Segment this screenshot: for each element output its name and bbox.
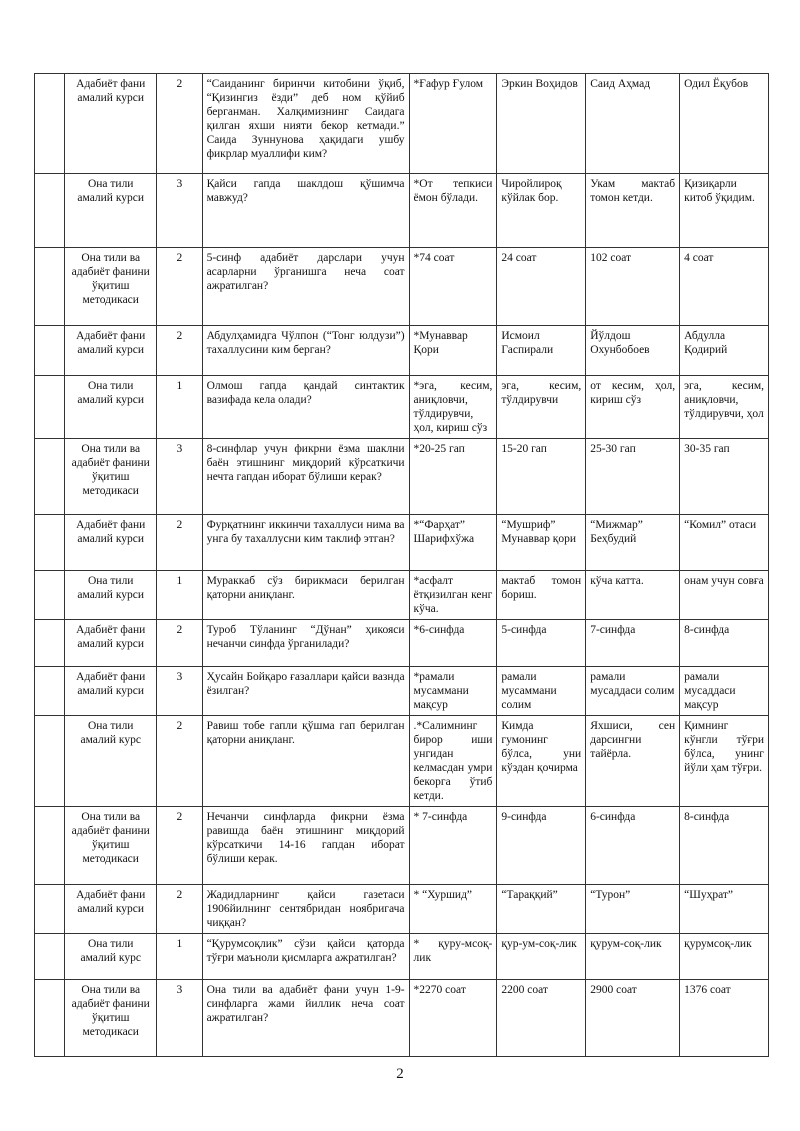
answer-c-cell: Саид Аҳмад [586,74,680,174]
level-cell: 1 [157,376,202,439]
answer-b-cell: Исмоил Гаспирали [497,326,586,376]
question-cell: Равиш тобе гапли қўшма гап берилган қаторни аниқланг. [202,716,409,807]
row-index-cell [35,980,65,1057]
answer-b-cell: 15-20 гап [497,439,586,515]
answer-d-cell: 8-синфда [680,807,769,885]
answer-c-cell: “Мижмар” Беҳбудий [586,515,680,571]
row-index-cell [35,571,65,620]
table-row [35,571,769,620]
question-cell: 8-синфлар учун фикрни ёзма шаклни баён этишнинг миқдорий кўрсаткичи нечта гапдан иборат бўлиши керак? [202,439,409,515]
answer-d-cell: Одил Ёқубов [680,74,769,174]
questions-table [34,73,769,1057]
answer-c-cell: Укам мактаб томон кетди. [586,174,680,248]
answer-a-cell: *От тепкиси ёмон бўлади. [409,174,497,248]
answer-a-cell: .*Салимнинг бирор иши унгидан келмасдан умри бекорга ўтиб кетди. [409,716,497,807]
table-row [35,74,769,174]
question-cell: “Қурумсоқлик” сўзи қайси қаторда тўғри маъноли қисмларга ажратилган? [202,934,409,980]
row-index-cell [35,74,65,174]
table-row [35,980,769,1057]
answer-a-cell: *Ғафур Ғулом [409,74,497,174]
answer-a-cell: *Мунаввар Қори [409,326,497,376]
answer-b-cell: қур-ум-соқ-лик [497,934,586,980]
answer-b-cell: мактаб томон бориш. [497,571,586,620]
level-cell: 2 [157,248,202,326]
table-row [35,439,769,515]
answer-b-cell: “Мушриф” Мунаввар қори [497,515,586,571]
answer-a-cell: *6-синфда [409,620,497,667]
table-row [35,376,769,439]
table-row [35,248,769,326]
answer-a-cell: *рамали мусаммани мақсур [409,667,497,716]
answer-d-cell: рамали мусаддаси мақсур [680,667,769,716]
course-cell: Она тили амалий курс [65,716,157,807]
answer-a-cell: *эга, кесим, аниқловчи, тўлдирувчи, ҳол, кириш сўз [409,376,497,439]
answer-c-cell: 25-30 гап [586,439,680,515]
row-index-cell [35,885,65,934]
course-cell: Она тили ва адабиёт фанини ўқитиш методикаси [65,439,157,515]
table-row [35,934,769,980]
row-index-cell [35,515,65,571]
answer-d-cell: 1376 соат [680,980,769,1057]
question-cell: Ҳусайн Бойқаро ғазаллари қайси вазнда ёзилган? [202,667,409,716]
answer-c-cell: Йўлдош Охунбобоев [586,326,680,376]
level-cell: 2 [157,716,202,807]
answer-b-cell: “Тараққий” [497,885,586,934]
answer-a-cell: * 7-синфда [409,807,497,885]
answer-c-cell: “Турон” [586,885,680,934]
answer-c-cell: от кесим, ҳол, кириш сўз [586,376,680,439]
course-cell: Она тили амалий курси [65,571,157,620]
answer-a-cell: * қуру-мсоқ-лик [409,934,497,980]
answer-d-cell: қурумсоқ-лик [680,934,769,980]
level-cell: 2 [157,515,202,571]
course-cell: Она тили ва адабиёт фанини ўқитиш методикаси [65,980,157,1057]
table-row [35,174,769,248]
answer-d-cell: 8-синфда [680,620,769,667]
answer-d-cell: 4 соат [680,248,769,326]
level-cell: 2 [157,74,202,174]
answer-a-cell: *20-25 гап [409,439,497,515]
answer-b-cell: 5-синфда [497,620,586,667]
answer-a-cell: *74 соат [409,248,497,326]
row-index-cell [35,667,65,716]
course-cell: Она тили амалий курси [65,376,157,439]
level-cell: 2 [157,807,202,885]
table-row [35,620,769,667]
level-cell: 2 [157,326,202,376]
answer-d-cell: “Шуҳрат” [680,885,769,934]
answer-c-cell: кўча катта. [586,571,680,620]
answer-b-cell: Кимда гумонинг бўлса, уни кўздан қочирма [497,716,586,807]
course-cell: Она тили амалий курс [65,934,157,980]
answer-d-cell: эга, кесим, аниқловчи, тўлдирувчи, ҳол [680,376,769,439]
row-index-cell [35,248,65,326]
level-cell: 2 [157,620,202,667]
course-cell: Адабиёт фани амалий курси [65,74,157,174]
question-cell: Абдулҳамидга Чўлпон (“Тонг юлдузи”) тахаллусини ким берган? [202,326,409,376]
question-cell: Нечанчи синфларда фикрни ёзма равишда баён этишнинг миқдорий кўрсаткичи 14-16 гапдан иборат бўлиши керак. [202,807,409,885]
question-cell: Фурқатнинг иккинчи тахаллуси нима ва унга бу тахаллусни ким таклиф этган? [202,515,409,571]
question-cell: “Саиданинг биринчи китобини ўқиб, “Қизингиз ёзди” деб ном қўйиб берганман. Халқимизнинг Саидага қилган яхши нияти бекор кетмади.” Саида Зуннунова ҳақидаги ушбу фикрлар муаллифи ким? [202,74,409,174]
answer-d-cell: 30-35 гап [680,439,769,515]
course-cell: Адабиёт фани амалий курси [65,885,157,934]
table-row [35,515,769,571]
row-index-cell [35,716,65,807]
answer-c-cell: 6-синфда [586,807,680,885]
answer-d-cell: Қимнинг кўнгли тўғри бўлса, унинг йўли ҳам тўғри. [680,716,769,807]
course-cell: Адабиёт фани амалий курси [65,515,157,571]
answer-b-cell: Эркин Воҳидов [497,74,586,174]
answer-a-cell: *2270 соат [409,980,497,1057]
question-cell: Олмош гапда қандай синтактик вазифада кела олади? [202,376,409,439]
table-row [35,667,769,716]
course-cell: Адабиёт фани амалий курси [65,620,157,667]
row-index-cell [35,934,65,980]
table-row [35,716,769,807]
row-index-cell [35,376,65,439]
table-row [35,326,769,376]
course-cell: Адабиёт фани амалий курси [65,326,157,376]
answer-c-cell: рамали мусаддаси солим [586,667,680,716]
question-cell: Мураккаб сўз бирикмаси берилган қаторни аниқланг. [202,571,409,620]
level-cell: 3 [157,980,202,1057]
answer-b-cell: 24 соат [497,248,586,326]
level-cell: 1 [157,934,202,980]
answer-a-cell: *“Фарҳат” Шарифхўжа [409,515,497,571]
answer-d-cell: Қизиқарли китоб ўқидим. [680,174,769,248]
table-row [35,807,769,885]
answer-b-cell: Чиройлироқ кўйлак бор. [497,174,586,248]
question-cell: Она тили ва адабиёт фани учун 1-9-синфларга жами йиллик неча соат ажратилган? [202,980,409,1057]
row-index-cell [35,439,65,515]
answer-d-cell: онам учун совға [680,571,769,620]
answer-c-cell: 7-синфда [586,620,680,667]
answer-a-cell: *асфалт ётқизилган кенг кўча. [409,571,497,620]
question-cell: Қайси гапда шаклдош қўшимча мавжуд? [202,174,409,248]
answer-d-cell: “Комил” отаси [680,515,769,571]
level-cell: 3 [157,667,202,716]
row-index-cell [35,620,65,667]
question-cell: 5-синф адабиёт дарслари учун асарларни ўрганишга неча соат ажратилган? [202,248,409,326]
level-cell: 3 [157,174,202,248]
table-row [35,885,769,934]
answer-c-cell: 2900 соат [586,980,680,1057]
course-cell: Адабиёт фани амалий курси [65,667,157,716]
course-cell: Она тили ва адабиёт фанини ўқитиш методикаси [65,807,157,885]
answer-c-cell: Яхшиси, сен дарсингни тайёрла. [586,716,680,807]
level-cell: 1 [157,571,202,620]
level-cell: 3 [157,439,202,515]
answer-b-cell: 9-синфда [497,807,586,885]
row-index-cell [35,807,65,885]
question-cell: Жадидларнинг қайси газетаси 1906йилнинг сентябридан ноябригача чиққан? [202,885,409,934]
answer-a-cell: * “Хуршид” [409,885,497,934]
questions-table-body [35,74,769,1057]
answer-d-cell: Абдулла Қодирий [680,326,769,376]
question-cell: Туроб Тўланинг “Дўнан” ҳикояси нечанчи синфда ўрганилади? [202,620,409,667]
course-cell: Она тили ва адабиёт фанини ўқитиш методикаси [65,248,157,326]
answer-b-cell: рамали мусаммани солим [497,667,586,716]
level-cell: 2 [157,885,202,934]
answer-b-cell: эга, кесим, тўлдирувчи [497,376,586,439]
answer-c-cell: 102 соат [586,248,680,326]
answer-b-cell: 2200 соат [497,980,586,1057]
page-number: 2 [396,1066,404,1082]
row-index-cell [35,326,65,376]
course-cell: Она тили амалий курси [65,174,157,248]
answer-c-cell: қурум-соқ-лик [586,934,680,980]
row-index-cell [35,174,65,248]
